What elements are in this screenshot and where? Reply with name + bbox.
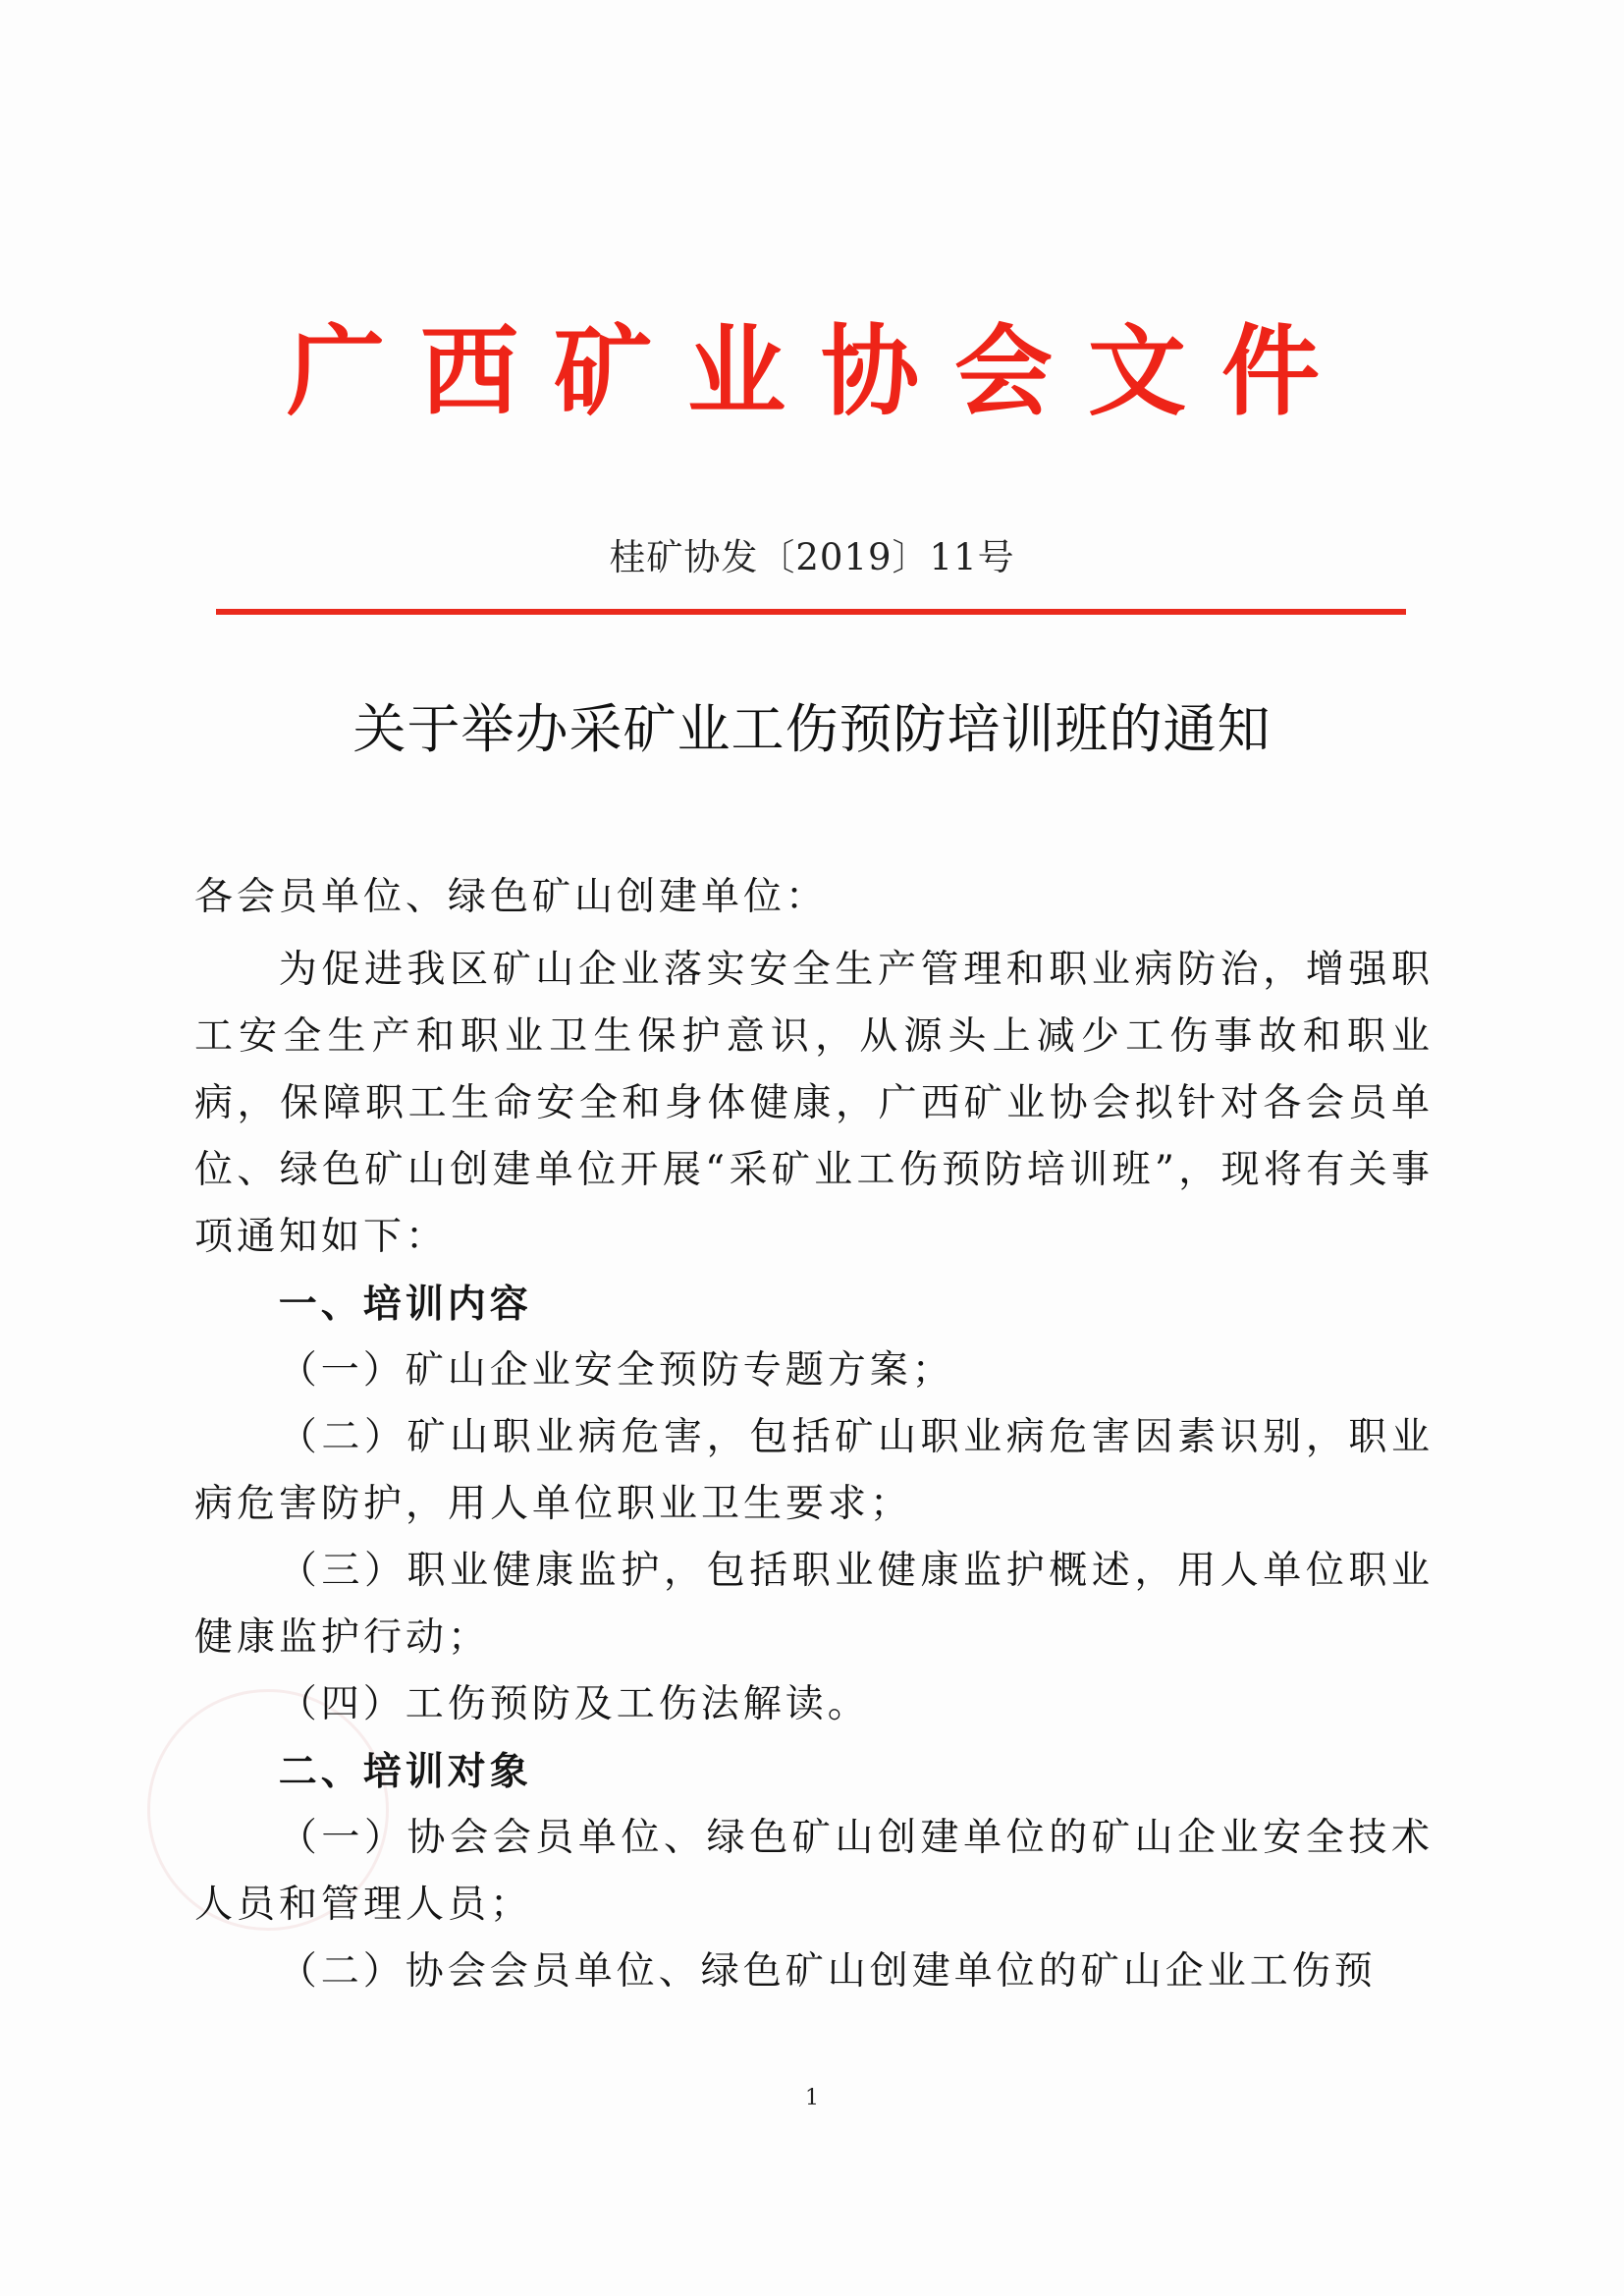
notice-title: 关于举办采矿业工伤预防培训班的通知: [352, 698, 1272, 760]
section-heading-audience: 二、培训对象: [278, 1749, 532, 1794]
document-number: 桂矿协发〔2019〕11号: [609, 536, 1015, 578]
issuer-header-title: 广西矿业协会文件: [287, 313, 1355, 429]
list-item: （二）协会会员单位、绿色矿山创建单位的矿山企业工伤预: [278, 1949, 1377, 1994]
intro-paragraph: 为促进我区矿山企业落实安全生产管理和职业病防治，增强职工安全生产和职业卫生保护意识，从源头上减少工伤事故和职业病，保障职工生命安全和身体健康，广西矿业协会拟针对各会员单位、绿色矿山创建单位开展“采矿业工伤预防培训班”，现将有关事项通知如下：: [194, 948, 1434, 1259]
list-item: （三）职业健康监护，包括职业健康监护概述，用人单位职业健康监护行动；: [194, 1549, 1434, 1660]
list-item: （二）矿山职业病危害，包括矿山职业病危害因素识别，职业病危害防护，用人单位职业卫生要求；: [194, 1415, 1434, 1526]
page-number: 1: [805, 2086, 819, 2110]
red-divider-line: [216, 609, 1406, 615]
salutation: 各会员单位、绿色矿山创建单位：: [194, 875, 829, 919]
section-heading-content: 一、培训内容: [278, 1282, 532, 1327]
document-body: [194, 864, 1434, 2005]
list-item: （一）协会会员单位、绿色矿山创建单位的矿山企业安全技术人员和管理人员；: [194, 1816, 1434, 1927]
list-item: （一）矿山企业安全预防专题方案；: [278, 1348, 954, 1393]
list-item: （四）工伤预防及工伤法解读。: [278, 1682, 870, 1726]
